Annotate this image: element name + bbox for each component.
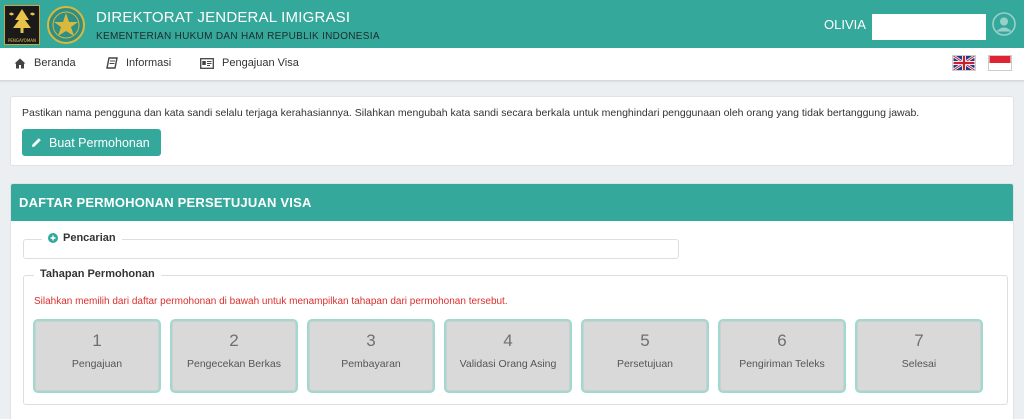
- stage-label: Pengajuan: [71, 358, 123, 370]
- stage-number: 5: [640, 331, 650, 350]
- user-avatar-icon[interactable]: [992, 12, 1016, 36]
- list-panel-header: [11, 184, 1014, 221]
- search-label: Pencarian: [63, 232, 116, 244]
- user-name[interactable]: OLIVIA: [824, 17, 866, 32]
- nav-label-beranda: Beranda: [34, 57, 76, 69]
- stages-title: Tahapan Permohonan: [34, 268, 161, 280]
- nav-label-pengajuan-visa: Pengajuan Visa: [222, 57, 299, 69]
- pencil-icon: [31, 137, 42, 148]
- nav-item-informasi[interactable]: [106, 57, 171, 69]
- pengayoman-logo: [4, 5, 40, 45]
- user-name-redaction: [872, 14, 986, 40]
- search-section: [23, 232, 679, 259]
- header-bar: [0, 0, 1024, 48]
- app-title: DIREKTORAT JENDERAL IMIGRASI: [96, 9, 351, 26]
- stage-label: Pembayaran: [341, 358, 401, 370]
- stage-number: 3: [366, 331, 376, 350]
- logo-caption: PENGAYOMAN: [7, 38, 36, 43]
- id-card-icon: [200, 58, 214, 69]
- stage-step-3[interactable]: [307, 319, 435, 393]
- plus-circle-icon: [48, 233, 58, 243]
- imigrasi-emblem-icon: [46, 5, 86, 45]
- nav-item-pengajuan-visa[interactable]: [200, 57, 299, 69]
- stage-label: Validasi Orang Asing: [459, 358, 557, 370]
- united-kingdom-flag[interactable]: [952, 55, 976, 71]
- stage-number: 2: [229, 331, 239, 350]
- pengayoman-tree-icon: [5, 6, 39, 36]
- stage-step-2[interactable]: [170, 319, 298, 393]
- stage-number: 7: [914, 331, 924, 350]
- nav-item-beranda[interactable]: [14, 57, 76, 69]
- stage-step-5[interactable]: [581, 319, 709, 393]
- book-icon: [106, 57, 118, 69]
- stage-step-4[interactable]: [444, 319, 572, 393]
- list-panel-title: DAFTAR PERMOHONAN PERSETUJUAN VISA: [19, 195, 312, 210]
- stage-label: Persetujuan: [616, 358, 674, 370]
- stage-number: 6: [777, 331, 787, 350]
- nav-label-informasi: Informasi: [126, 57, 172, 69]
- main-navigation: [0, 48, 1024, 81]
- create-application-button[interactable]: [22, 129, 161, 156]
- stage-number: 1: [92, 331, 102, 350]
- home-icon: [14, 58, 26, 69]
- stages-instruction: Silahkan memilih dari daftar permohonan di bawah untuk menampilkan tahapan dari permohonan tersebut.: [34, 296, 508, 307]
- stage-step-6[interactable]: [718, 319, 846, 393]
- stage-label: Pengiriman Teleks: [739, 358, 825, 370]
- stage-step-1[interactable]: [33, 319, 161, 393]
- visa-application-list-panel: [10, 183, 1014, 419]
- stage-step-7[interactable]: [855, 319, 983, 393]
- application-stages-section: [23, 268, 1008, 405]
- indonesia-flag[interactable]: [988, 55, 1012, 71]
- security-notice-panel: [10, 96, 1014, 166]
- stage-label: Pengecekan Berkas: [187, 358, 281, 370]
- search-toggle[interactable]: [42, 232, 122, 244]
- stage-number: 4: [503, 331, 513, 350]
- create-application-label: Buat Permohonan: [49, 135, 150, 150]
- security-notice-text: Pastikan nama pengguna dan kata sandi selalu terjaga kerahasiannya. Silahkan mengubah kata sandi secara berkala untuk menghindari penggunaan oleh orang yang tidak bertanggung jawab.: [22, 107, 920, 119]
- app-subtitle: KEMENTERIAN HUKUM DAN HAM REPUBLIK INDONESIA: [96, 31, 380, 42]
- stage-label: Selesai: [901, 358, 937, 370]
